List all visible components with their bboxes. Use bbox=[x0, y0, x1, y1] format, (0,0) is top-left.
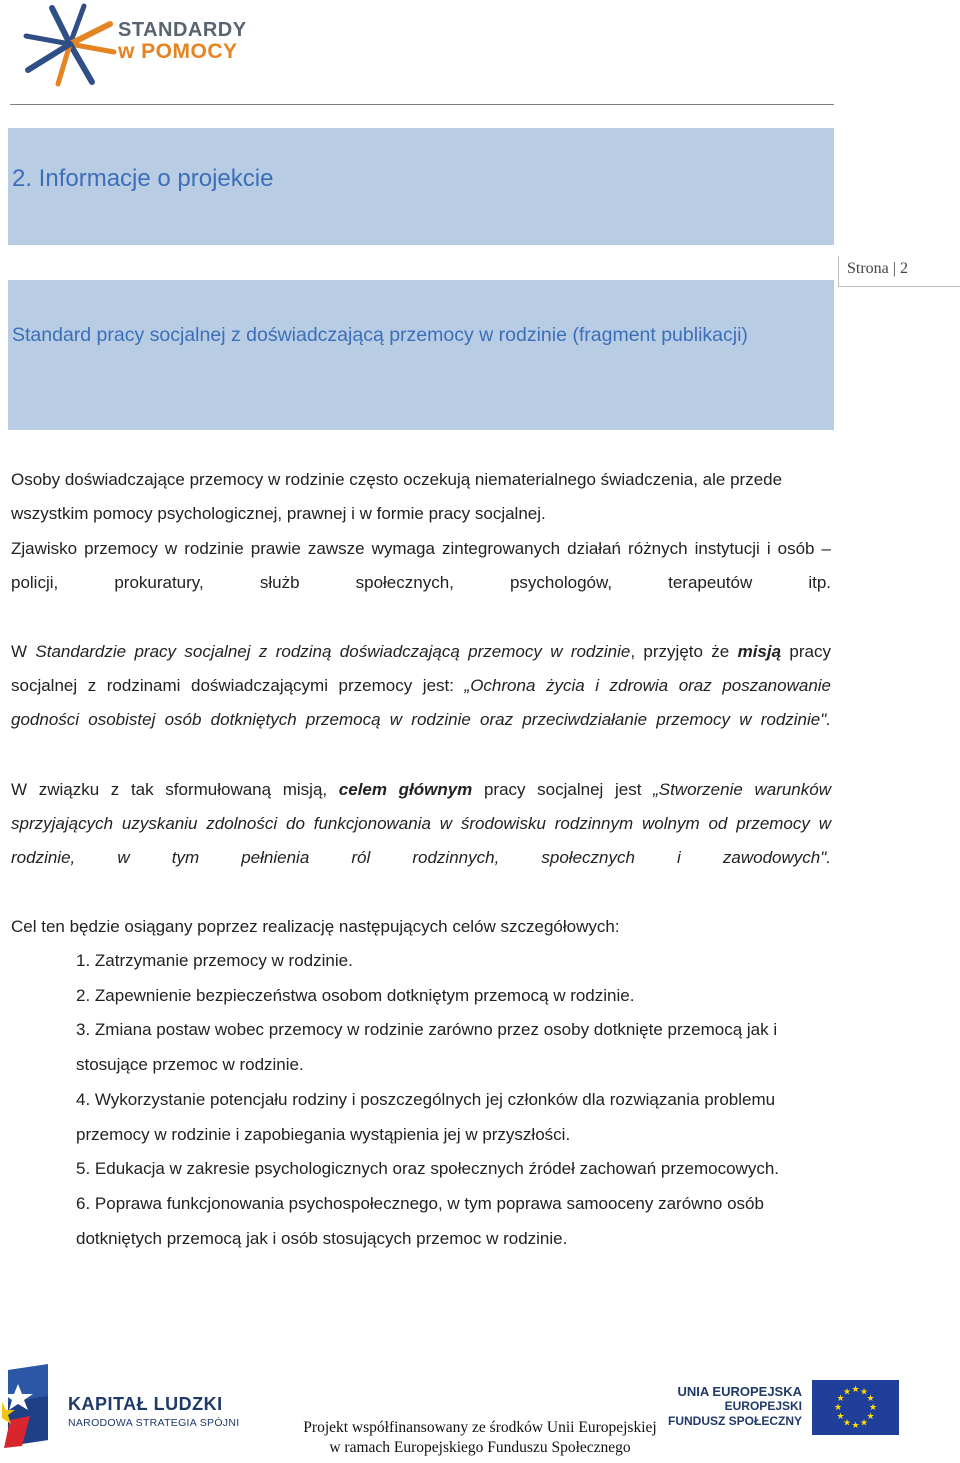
section-title: 2. Informacje o projekcie bbox=[12, 165, 274, 192]
list-item: 1. Zatrzymanie przemocy w rodzinie. bbox=[76, 951, 353, 970]
svg-text:★: ★ bbox=[842, 1418, 852, 1429]
list-item: 3. Zmiana postaw wobec przemocy w rodzinie zarówno przez osoby dotknięte przemocą jak i stosujące przemoc w rodzinie. bbox=[76, 1020, 778, 1075]
goal-text-1: W związku z tak sformułowaną misją, bbox=[11, 780, 339, 799]
eu-flag bbox=[812, 1380, 899, 1435]
cofinancing-line-1: Projekt współfinansowany ze środków Unii Europejskiej bbox=[303, 1419, 657, 1436]
goal-text-2: pracy socjalnej jest bbox=[472, 780, 654, 799]
paragraph-1: Osoby doświadczające przemocy w rodzinie często oczekują niematerialnego świadczenia, ale przede wszystkim pomocy psychologicznej, prawnej i w formie pracy socjalnej. bbox=[11, 470, 783, 523]
mission-standard-title: Standardzie pracy socjalnej z rodziną doświadczającą przemocy w rodzinie bbox=[35, 642, 631, 661]
svg-text:★: ★ bbox=[836, 1412, 845, 1422]
page-number-box bbox=[838, 256, 960, 287]
paragraph-mission bbox=[11, 635, 831, 737]
paragraph-main-goal bbox=[11, 773, 831, 875]
svg-text:★: ★ bbox=[851, 1385, 860, 1395]
paragraph-2: Zjawisko przemocy w rodzinie prawie zawsze wymaga zintegrowanych działań różnych instytucji i osób – policji, prokuratury, służb społecznych, psychologów, terapeutów itp. bbox=[11, 539, 831, 592]
paragraph-specific-goals-intro: Cel ten będzie osiągany poprzez realizację następujących celów szczegółowych: bbox=[11, 917, 620, 936]
svg-text:★: ★ bbox=[842, 1387, 852, 1398]
list-item: 4. Wykorzystanie potencjału rodziny i poszczególnych jej członków dla rozwiązania problemu przemocy w rodzinie i zapobiegania wystąpienia jej w przyszłości. bbox=[76, 1089, 776, 1144]
subtitle: Standard pracy socjalnej z doświadczającą przemocy w rodzinie (fragment publikacji) bbox=[12, 324, 748, 346]
header-divider bbox=[10, 104, 834, 105]
svg-text:★: ★ bbox=[859, 1387, 869, 1398]
kl-subtitle: NARODOWA STRATEGIA SPÓJNI bbox=[68, 1417, 240, 1429]
kl-title: KAPITAŁ LUDZKI bbox=[68, 1394, 223, 1414]
kapital-ludzki-emblem-icon bbox=[0, 1362, 60, 1458]
logo-wordmark bbox=[118, 20, 268, 63]
svg-text:★: ★ bbox=[836, 1394, 845, 1404]
cofinancing-line-2: w ramach Europejskiego Funduszu Społecznego bbox=[329, 1439, 631, 1456]
svg-text:★: ★ bbox=[859, 1418, 869, 1429]
mission-text-2: , przyjęto że bbox=[630, 642, 738, 661]
goal-keyword: celem głównym bbox=[338, 780, 473, 799]
list-item: 6. Poprawa funkcjonowania psychospołecznego, w tym poprawa samooceny zarówno osób dotkniętych przemocą jak i osób stosujących przemoc w rodzinie. bbox=[76, 1193, 764, 1248]
eu-line-1: UNIA EUROPEJSKA bbox=[677, 1384, 802, 1399]
mission-text-1: W bbox=[11, 642, 36, 661]
svg-text:★: ★ bbox=[868, 1403, 878, 1413]
eu-line-3: FUNDUSZ SPOŁECZNY bbox=[667, 1414, 802, 1428]
logo-line-2: w POMOCY bbox=[118, 40, 238, 63]
specific-goals-list bbox=[76, 944, 836, 1256]
svg-text:★: ★ bbox=[851, 1421, 860, 1431]
mission-text-3: pracy socjalnej z rodzinami doświadczającymi przemocy jest: bbox=[11, 642, 831, 695]
cofinancing-note bbox=[300, 1418, 660, 1458]
kapital-ludzki-text bbox=[68, 1394, 239, 1429]
page-number: Strona | 2 bbox=[847, 260, 908, 277]
list-item: 5. Edukacja w zakresie psychologicznych oraz społecznych źródeł zachowań przemocowych. bbox=[76, 1159, 780, 1179]
eu-line-2: EUROPEJSKI bbox=[724, 1399, 802, 1413]
mission-keyword: misją bbox=[737, 642, 782, 661]
eu-text bbox=[666, 1384, 802, 1429]
svg-text:★: ★ bbox=[833, 1403, 843, 1413]
list-item: 2. Zapewnienie bezpieczeństwa osobom dotkniętym przemocą w rodzinie. bbox=[76, 985, 635, 1005]
logo-line-1: STANDARDY bbox=[118, 19, 247, 41]
svg-text:★: ★ bbox=[866, 1412, 875, 1422]
svg-text:★: ★ bbox=[866, 1394, 875, 1404]
subtitle-band bbox=[8, 280, 834, 430]
eu-stars-icon bbox=[812, 1380, 899, 1435]
mission-quote: „Ochrona życia i zdrowia oraz poszanowanie godności osobistej osób dotkniętych przemocą w rodzinie oraz przeciwdziałanie przemocy w rodzinie". bbox=[11, 676, 832, 729]
goal-quote: „Stworzenie warunków sprzyjających uzyskaniu zdolności do funkcjonowania w środowisku rodzinnym wolnym od przemocy w rodzinie, w tym pełnienia ról rodzinnych, społecznych i zawodowych". bbox=[11, 780, 831, 867]
star-burst-icon bbox=[22, 0, 122, 88]
